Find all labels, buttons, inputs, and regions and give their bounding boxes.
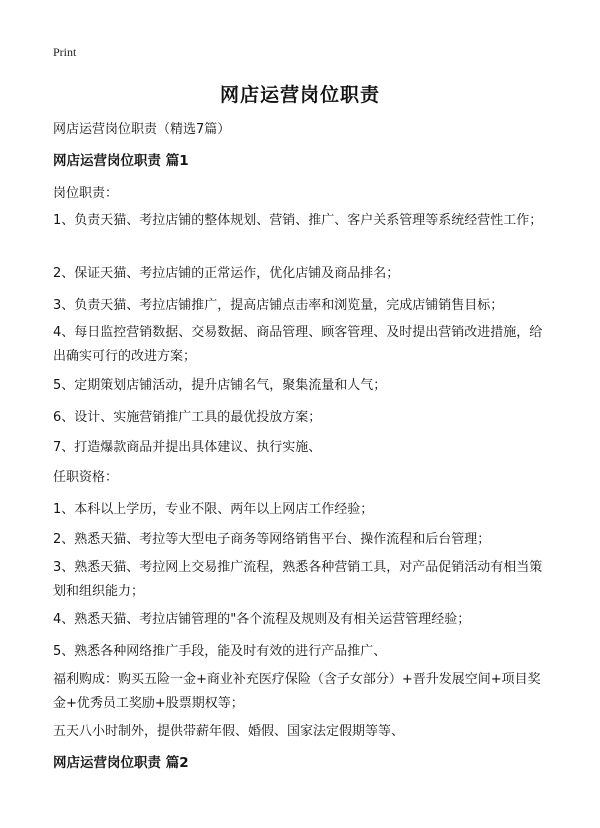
duty-item-5: 5、定期策划店铺活动，提升店铺名气，聚集流量和人气； <box>53 378 387 393</box>
duty-item-1: 1、负责天猫、考拉店铺的整体规划、营销、推广、客户关系管理等系统经营性工作； <box>53 213 543 228</box>
qualification-item-2: 2、熟悉天猫、考拉等大型电子商务等网络销售平台、操作流程和后台管理； <box>53 532 491 547</box>
qualifications-label: 任职资格： <box>53 470 119 485</box>
print-label: Print <box>53 45 77 59</box>
duty-item-2: 2、保证天猫、考拉店铺的正常运作，优化店铺及商品排名； <box>53 266 400 281</box>
qualification-item-3: 3、熟悉天猫、考拉网上交易推广流程，熟悉各种营销工具，对产品促销活动有相当策划和组织能力； <box>53 560 543 599</box>
section-heading-1: 网店运营岗位职责 篇1 <box>53 153 189 169</box>
benefits-text: 福利购成：购买五险一金+商业补充医疗保险（含子女部分）+晋升发展空间+项目奖金+优秀员工奖励+股票期权等； <box>53 672 541 711</box>
duties-label: 岗位职责： <box>53 186 119 201</box>
schedule-text: 五天八小时制外，提供带薪年假、婚假、国家法定假期等等、 <box>53 724 405 739</box>
qualification-item-5: 5、熟悉各种网络推广手段，能及时有效的进行产品推广、 <box>53 644 387 659</box>
document-subtitle: 网店运营岗位职责（精选7篇） <box>53 122 231 137</box>
duty-item-4: 4、每日监控营销数据、交易数据、商品管理、顾客管理、及时提出营销改进措施，给出确实可行的改进方案； <box>53 325 543 364</box>
section-heading-2: 网店运营岗位职责 篇2 <box>53 755 189 771</box>
qualification-item-1: 1、本科以上学历，专业不限、两年以上网店工作经验； <box>53 502 374 517</box>
duty-item-6: 6、设计、实施营销推广工具的最优投放方案； <box>53 410 322 425</box>
duty-item-3: 3、负责天猫、考拉店铺推广，提高店铺点击率和浏览量，完成店铺销售目标； <box>53 298 504 313</box>
duty-item-7: 7、打造爆款商品并提出具体建议、执行实施、 <box>53 440 322 455</box>
qualification-item-4: 4、熟悉天猫、考拉店铺管理的"各个流程及规则及有相关运营管理经验； <box>53 612 471 627</box>
page-title: 网店运营岗位职责 <box>219 84 380 106</box>
